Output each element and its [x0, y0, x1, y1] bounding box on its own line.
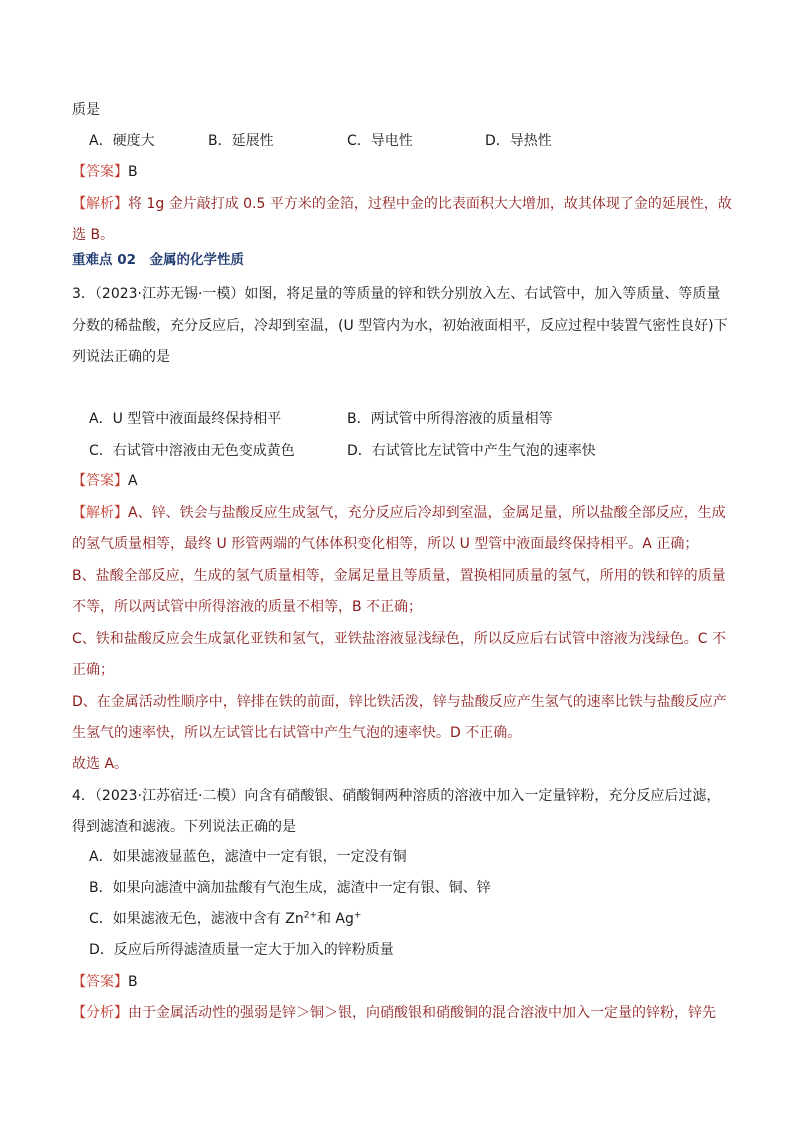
section-heading: 重难点 02 金属的化学性质 [72, 252, 244, 268]
option-c-text: 和 Ag [316, 911, 354, 927]
option-a: A．U 型管中液面最终保持相平 [89, 411, 282, 427]
option-c: C．导电性 [347, 133, 413, 149]
question-line: 得到滤渣和滤液。下列说法正确的是 [72, 819, 296, 835]
answer-line [72, 162, 138, 182]
analysis-text: A、锌、铁会与盐酸反应生成氢气，充分反应后冷却到室温，金属足量，所以盐酸全部反应，生成 [128, 505, 726, 521]
option-d: D．导热性 [485, 133, 552, 149]
question-line: 分数的稀盐酸，充分反应后，冷却到室温，(U 型管内为水，初始液面相平，反应过程中装置气密性良好)下 [72, 318, 728, 334]
answer-line [72, 471, 138, 491]
question-line: 4．（2023·江苏宿迁·二模）向含有硝酸银、硝酸铜两种溶质的溶液中加入一定量锌粉，充分反应后过滤， [72, 788, 721, 804]
option-a: A．如果滤液显蓝色，滤渣中一定有银，一定没有铜 [89, 849, 407, 865]
analysis-tag: 【解析】 [72, 505, 128, 521]
paragraph-line: 质是 [72, 102, 100, 118]
superscript: + [353, 910, 362, 921]
option-b: B．如果向滤渣中滴加盐酸有气泡生成，滤渣中一定有银、铜、锌 [89, 880, 491, 896]
option-b: B．两试管中所得溶液的质量相等 [347, 411, 553, 427]
analysis-line: 故选 A。 [72, 756, 129, 772]
answer-tag: 【答案】 [72, 974, 128, 990]
analysis-tag: 【解析】 [72, 196, 128, 212]
analysis-line: D、在金属活动性顺序中，锌排在铁的前面，锌比铁活泼，锌与盐酸反应产生氢气的速率比铁与盐酸反应产 [72, 694, 727, 710]
superscript: 2+ [303, 910, 317, 921]
answer-value: A [128, 473, 138, 489]
analysis-text: 由于金属活动性的强弱是锌＞铜＞银，向硝酸银和硝酸铜的混合溶液中加入一定量的锌粉，锌先 [128, 1005, 716, 1021]
answer-line [72, 972, 138, 992]
analysis-line: C、铁和盐酸反应会生成氯化亚铁和氢气，亚铁盐溶液显浅绿色，所以反应后右试管中溶液为浅绿色。C 不 [72, 631, 726, 647]
analysis-line: B、盐酸全部反应，生成的氢气质量相等，金属足量且等质量，置换相同质量的氢气，所用的铁和锌的质量 [72, 568, 726, 584]
question-line: 3．（2023·江苏无锡·一模）如图，将足量的等质量的锌和铁分别放入左、右试管中，加入等质量、等质量 [72, 286, 721, 302]
option-c [89, 909, 361, 929]
answer-tag: 【答案】 [72, 473, 128, 489]
option-c-text: C．如果滤液无色，滤液中含有 Zn [89, 911, 304, 927]
option-c: C．右试管中溶液由无色变成黄色 [89, 443, 295, 459]
answer-value: B [128, 974, 138, 990]
option-d: D．反应后所得滤渣质量一定大于加入的锌粉质量 [89, 942, 394, 958]
analysis-line: 正确； [72, 662, 114, 678]
analysis-line: 生氢气的速率快，所以左试管比右试管中产生气泡的速率快。D 不正确。 [72, 725, 522, 741]
analysis-line: 选 B。 [72, 227, 115, 243]
option-a: A．硬度大 [89, 133, 155, 149]
analysis-line: 不等，所以两试管中所得溶液的质量不相等，B 不正确； [72, 599, 423, 615]
analysis-line [72, 1003, 716, 1023]
analysis-line [72, 194, 732, 214]
option-d: D．右试管比左试管中产生气泡的速率快 [347, 443, 596, 459]
answer-tag: 【答案】 [72, 164, 128, 180]
analysis-tag: 【分析】 [72, 1005, 128, 1021]
question-line: 列说法正确的是 [72, 349, 170, 365]
answer-value: B [128, 164, 138, 180]
analysis-text: 将 1g 金片敲打成 0.5 平方米的金箔，过程中金的比表面积大大增加，故其体现了金的延展性，故 [128, 196, 732, 212]
option-b: B．延展性 [208, 133, 274, 149]
analysis-line [72, 503, 726, 523]
analysis-line: 的氢气质量相等，最终 U 形管两端的气体体积变化相等，所以 U 型管中液面最终保持相平。A 正确； [72, 536, 699, 552]
